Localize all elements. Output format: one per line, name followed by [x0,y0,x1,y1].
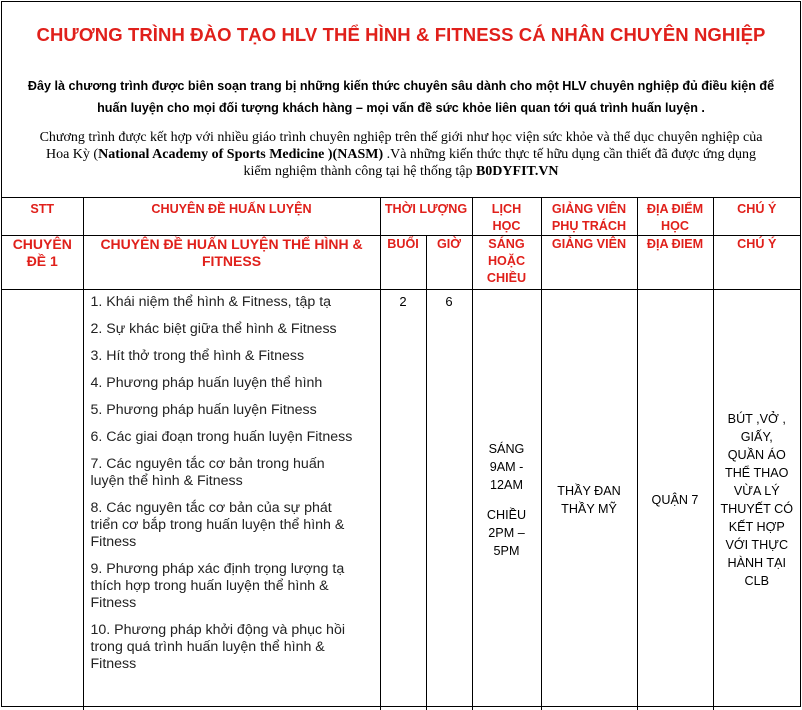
header-topic: CHUYÊN ĐỀ HUẤN LUYỆN [83,197,380,236]
subheader-module: CHUYÊN ĐỀ 1 [2,236,83,290]
topic-line: 3. Hít thở trong thể hình & Fitness [91,348,374,365]
note-cell [713,290,800,710]
module-1-topics-cell [83,290,380,710]
note-line: BÚT ,VỞ , [714,410,801,428]
bodyfit-brand: B0DYFIT.VN [476,164,559,179]
topic-line: 4. Phương pháp huấn luyện thể hình [91,375,374,392]
intro-section [2,2,800,198]
topic-item [91,622,374,673]
curriculum-table [2,197,800,710]
note-line: THUYẾT CÓ [714,500,801,518]
note-line: KẾT HỢP [714,518,801,536]
subheader-location: ĐỊA ĐIEM [637,236,713,290]
subheader-schedule: SÁNG HOẶC CHIỀU [472,236,541,290]
topic-line: 1. Khái niệm thể hình & Fitness, tập tạ [91,294,374,311]
subheader-sessions: BUỔI [380,236,426,290]
nasm-name: National Academy of Sports Medicine )(NASM) [98,147,383,162]
intro-paragraph-bold [12,75,790,119]
schedule-afternoon: CHIỀU 2PM – 5PM [473,506,541,560]
module-1-stt-cell [2,290,83,710]
header-stt: STT [2,197,83,236]
header-schedule: LỊCH HỌC [472,197,541,236]
header-row [2,197,800,236]
intro-paragraph-nasm [12,129,790,180]
schedule-cell [472,290,541,710]
topic-item [91,402,374,419]
topic-line: triển cơ bắp trong huấn luyện thể hình & [91,517,374,534]
topic-line: 2. Sự khác biệt giữa thể hình & Fitness [91,321,374,338]
header-instructor: GIẢNG VIÊN PHỤ TRÁCH [541,197,637,236]
note-line: GIẤY, [714,428,801,446]
topic-line: thích hợp trong huấn luyện thể hình & [91,578,374,595]
topic-item [91,500,374,551]
topic-line: 7. Các nguyên tắc cơ bản trong huấn [91,456,374,473]
intro-bold-line-2: huấn luyện cho mọi đối tượng khách hàng – mọi vấn đề sức khỏe liên quan tới quá trình huấn luyện . [12,97,790,119]
subheader-note: CHÚ Ý [713,236,800,290]
topic-item [91,375,374,392]
topic-line: 5. Phương pháp huấn luyện Fitness [91,402,374,419]
sessions-value: 2 [380,290,426,710]
note-line: HÀNH TẠI [714,554,801,572]
topic-line: luyện thể hình & Fitness [91,473,374,490]
header-location: ĐỊA ĐIỂM HỌC [637,197,713,236]
topic-line: Fitness [91,534,374,551]
subheader-hours: GIỜ [426,236,472,290]
topic-item [91,456,374,490]
topic-list [84,290,380,673]
topic-line: 6. Các giai đoạn trong huấn luyện Fitness [91,429,374,446]
intro2-line-3 [12,163,790,180]
note-line: QUẦN ÁO [714,446,801,464]
header-note: CHÚ Ý [713,197,800,236]
location-cell: QUẬN 7 [637,290,713,710]
intro2-line-2 [12,146,790,163]
intro2-line-1: Chương trình được kết hợp với nhiều giáo trình chuyên nghiệp trên thế giới như học viện sức khỏe và thể dục chuyên nghiệp của [12,129,790,146]
module-1-row [2,290,800,710]
header-duration: THỜI LƯỢNG [380,197,472,236]
intro-bold-line-1: Đây là chương trình được biên soạn trang bị những kiến thức chuyên sâu dành cho một HLV chuyên nghiệp đủ điều kiện để [12,75,790,97]
topic-item [91,321,374,338]
intro2-line-2-pre: Hoa Kỳ ( [46,147,98,162]
note-line: VỚI THỰC [714,536,801,554]
instructor-cell: THẦY ĐAN THẦY MỸ [541,290,637,710]
topic-item [91,561,374,612]
intro2-line-2-post: .Và những kiến thức thực tế hữu dụng cần thiết đã được ứng dụng [383,147,756,162]
topic-item [91,348,374,365]
topic-line: trong quá trình huấn luyện thể hình & [91,639,374,656]
topic-line: Fitness [91,595,374,612]
hours-value: 6 [426,290,472,710]
note-line: VỪA LÝ [714,482,801,500]
schedule-morning: SÁNG 9AM - 12AM [473,440,541,494]
intro2-line-3-pre: kiểm nghiệm thành công tại hệ thống tập [243,164,476,179]
topic-line: 10. Phương pháp khởi động và phục hồi [91,622,374,639]
topic-item [91,429,374,446]
note-line: THỂ THAO [714,464,801,482]
topic-item [91,294,374,311]
subheader-topic: CHUYÊN ĐỀ HUẤN LUYỆN THỂ HÌNH & FITNESS [83,236,380,290]
subheader-instructor: GIẢNG VIÊN [541,236,637,290]
note-line: CLB [714,572,801,590]
training-program-page [1,1,801,707]
subheader-row [2,236,800,290]
topic-line: Fitness [91,656,374,673]
topic-line: 9. Phương pháp xác định trọng lượng tạ [91,561,374,578]
topic-line: 8. Các nguyên tắc cơ bản của sự phát [91,500,374,517]
page-title: CHƯƠNG TRÌNH ĐÀO TẠO HLV THỂ HÌNH & FITNESS CÁ NHÂN CHUYÊN NGHIỆP [2,24,800,46]
